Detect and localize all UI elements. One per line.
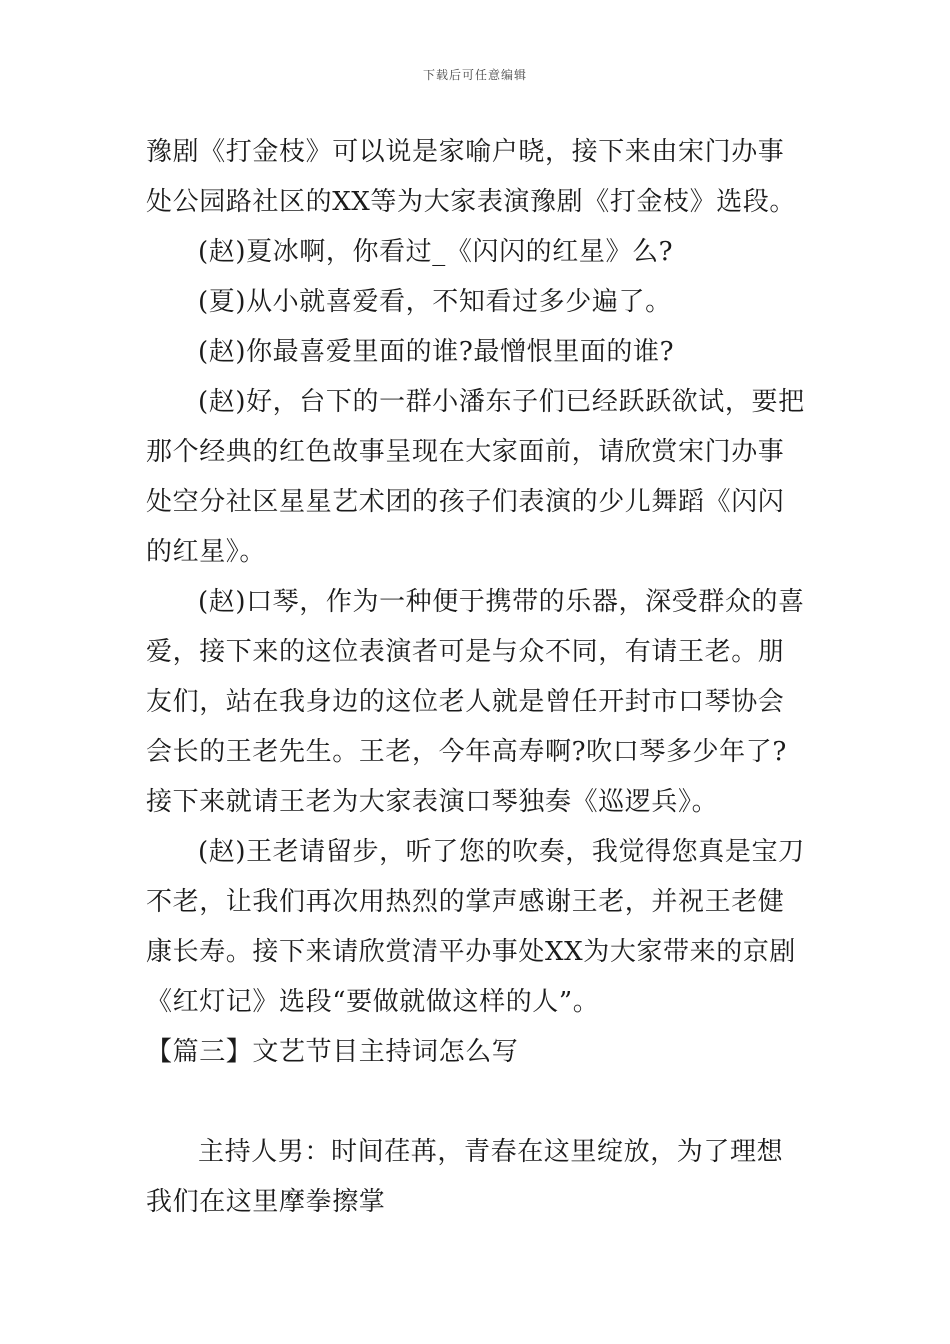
paragraph: 豫剧《打金枝》可以说是家喻户晓，接下来由宋门办事处公园路社区的XX等为大家表演豫剧《打金枝》选段。 <box>146 137 797 217</box>
section-heading: 【篇三】文艺节目主持词怎么写 <box>146 1037 519 1067</box>
paragraph: (赵)好，台下的一群小潘东子们已经跃跃欲试，要把那个经典的红色故事呈现在大家面前，请欣赏宋门办事处空分社区星星艺术团的孩子们表演的少儿舞蹈《闪闪的红星》。 <box>146 387 805 567</box>
paragraph: (赵)口琴，作为一种便于携带的乐器，深受群众的喜爱，接下来的这位表演者可是与众不同，有请王老。朋友们，站在我身边的这位老人就是曾任开封市口琴协会会长的王老先生。王老，今年高寿啊?吹口琴多少年了?接下来就请王老为大家表演口琴独奏《巡逻兵》。 <box>146 587 805 817</box>
paragraph: (赵)王老请留步，听了您的吹奏，我觉得您真是宝刀不老，让我们再次用热烈的掌声感谢王老，并祝王老健康长寿。接下来请欣赏清平办事处XX为大家带来的京剧《红灯记》选段“要做就做这样的人”。 <box>146 837 805 1017</box>
paragraph: (夏)从小就喜爱看，不知看过多少遍了。 <box>198 287 672 317</box>
page-header-note: 下载后可任意编辑 <box>422 68 527 82</box>
paragraph: (赵)你最喜爱里面的谁?最憎恨里面的谁? <box>198 337 675 367</box>
blank-line <box>146 1077 808 1127</box>
paragraph: (赵)夏冰啊，你看过_《闪闪的红星》么? <box>198 237 674 267</box>
paragraph: 主持人男：时间荏苒，青春在这里绽放，为了理想我们在这里摩拳擦掌 <box>146 1137 784 1217</box>
document-body <box>146 127 808 1227</box>
